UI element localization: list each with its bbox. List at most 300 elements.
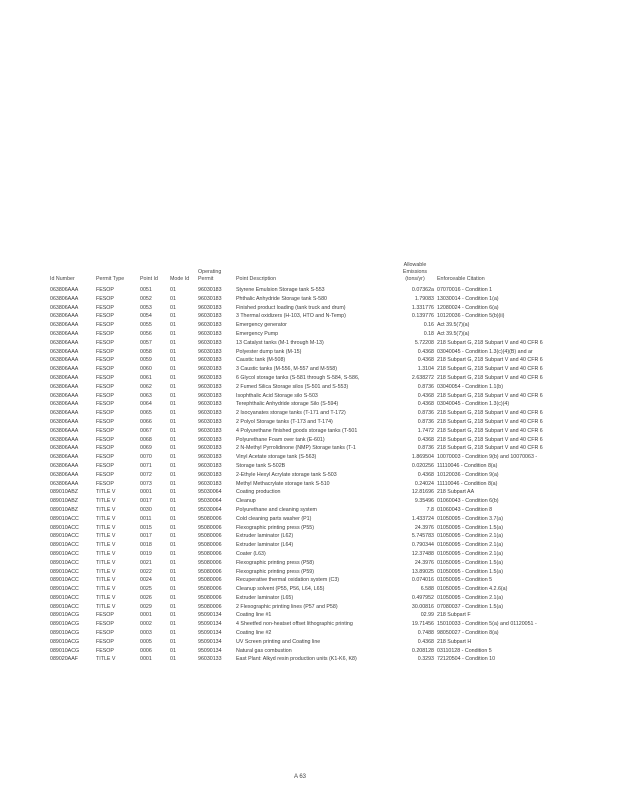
cell-mode-id: 01 <box>170 392 176 399</box>
cell-enforceable-citation: Act 39.5(7)(a) <box>437 322 470 329</box>
cell-enforceable-citation: 01060043 - Condition 6(b) <box>437 498 499 505</box>
cell-allowable-emissions: 1.3104 <box>417 366 434 373</box>
cell-permit-type: FESOP <box>96 330 114 337</box>
cell-point-description: 13 Catalyst tanks (M-1 through M-13) <box>236 339 324 346</box>
table-row <box>49 374 618 383</box>
cell-allowable-emissions: 02.99 <box>420 612 434 619</box>
cell-id-number: 089010ABZ <box>50 498 78 505</box>
cell-point-description: Cleanup solvent (P55, P56, L64, L65) <box>236 586 325 593</box>
cell-point-id: 0030 <box>140 506 152 513</box>
table-row <box>49 603 618 612</box>
table-row <box>49 330 618 339</box>
cell-permit-type: TITLE V <box>96 489 116 496</box>
cell-operating-permit: 96030133 <box>198 656 222 663</box>
cell-point-id: 0069 <box>140 445 152 452</box>
cell-operating-permit: 96030183 <box>198 304 222 311</box>
cell-permit-type: FESOP <box>96 480 114 487</box>
cell-id-number: 063806AAA <box>50 313 79 320</box>
cell-permit-type: FESOP <box>96 647 114 654</box>
cell-point-description: Storage tank S-502B <box>236 462 286 469</box>
cell-enforceable-citation: 01050095 - Condition 5 <box>437 577 493 584</box>
cell-permit-type: FESOP <box>96 348 114 355</box>
cell-id-number: 089010ACC <box>50 568 79 575</box>
cell-id-number: 063806AAA <box>50 418 79 425</box>
cell-allowable-emissions: 0.8736 <box>417 418 434 425</box>
cell-allowable-emissions: 0.16 <box>423 322 434 329</box>
cell-permit-type: FESOP <box>96 287 114 293</box>
table-row <box>49 550 618 559</box>
cell-operating-permit: 96030183 <box>198 471 222 478</box>
cell-operating-permit: 96030183 <box>198 330 222 337</box>
cell-allowable-emissions: 1.869504 <box>411 454 434 461</box>
table-row <box>49 506 618 515</box>
cell-enforceable-citation: 98050027 - Condition 8(a) <box>437 630 499 637</box>
cell-mode-id: 01 <box>170 445 176 452</box>
table-row <box>49 541 618 550</box>
table-row <box>49 418 618 427</box>
cell-point-description: Cold cleaning parts washer (P1) <box>236 515 312 522</box>
cell-id-number: 063806AAA <box>50 401 79 408</box>
cell-permit-type: TITLE V <box>96 498 116 505</box>
cell-id-number: 063806AAA <box>50 339 79 346</box>
cell-point-description: Extruder laminator (L65) <box>236 594 294 601</box>
cell-permit-type: FESOP <box>96 410 114 417</box>
cell-operating-permit: 95080006 <box>198 515 222 522</box>
cell-allowable-emissions: 0.4368 <box>417 638 434 645</box>
table-row <box>49 524 618 533</box>
cell-permit-type: FESOP <box>96 445 114 452</box>
cell-point-id: 0025 <box>140 586 152 593</box>
page-number: A 63 <box>293 774 306 780</box>
cell-point-id: 0068 <box>140 436 152 443</box>
cell-point-description: UV Screen printing and Coating line <box>236 638 321 645</box>
cell-enforceable-citation: 218 Subpart G, 218 Subpart V and 40 CFR 6 <box>437 357 543 364</box>
table-row <box>49 655 618 664</box>
cell-allowable-emissions: 30.00816 <box>411 603 434 610</box>
cell-id-number: 063806AAA <box>50 357 79 364</box>
cell-id-number: 063806AAA <box>50 410 79 417</box>
cell-allowable-emissions: 12.81696 <box>411 489 434 496</box>
cell-enforceable-citation: 218 Subpart G, 218 Subpart V and 40 CFR 6 <box>437 427 543 434</box>
cell-allowable-emissions: 0.208128 <box>411 647 434 654</box>
col-header-enforceable-citation: Enforceable Citation <box>437 276 485 282</box>
col-header-operating-permit: Operating Permit <box>198 269 222 282</box>
cell-id-number: 063806AAA <box>50 330 79 337</box>
cell-operating-permit: 96030183 <box>198 480 222 487</box>
table-row <box>49 647 618 656</box>
cell-enforceable-citation: 03040045 - Condition 1.3(c)(4)(B) and ar <box>437 348 533 355</box>
cell-permit-type: FESOP <box>96 630 114 637</box>
cell-point-description: Polyester dump tank (M-15) <box>236 348 302 355</box>
cell-permit-type: TITLE V <box>96 586 116 593</box>
cell-point-description: Polyurethane Foam over tank (E-601) <box>236 436 325 443</box>
cell-point-id: 0018 <box>140 542 152 549</box>
cell-id-number: 089010ACC <box>50 586 79 593</box>
cell-enforceable-citation: 01060043 - Condition 8 <box>437 506 493 513</box>
cell-point-id: 0059 <box>140 357 152 364</box>
cell-mode-id: 01 <box>170 577 176 584</box>
cell-enforceable-citation: 07080037 - Condition 1.5(a) <box>437 603 503 610</box>
cell-mode-id: 01 <box>170 313 176 320</box>
cell-point-id: 0066 <box>140 418 152 425</box>
table-row <box>49 436 618 445</box>
cell-allowable-emissions: 7.8 <box>426 506 434 513</box>
cell-point-id: 0006 <box>140 647 152 654</box>
cell-enforceable-citation: 218 Subpart G, 218 Subpart V and 40 CFR 6 <box>437 436 543 443</box>
cell-point-id: 0057 <box>140 339 152 346</box>
cell-mode-id: 01 <box>170 621 176 628</box>
cell-id-number: 089010ABZ <box>50 489 78 496</box>
cell-permit-type: FESOP <box>96 295 114 302</box>
cell-enforceable-citation: 15010033 - Condition 5(a) and 01120051 - <box>437 621 537 628</box>
cell-enforceable-citation: 01050095 - Condition 4.2.6(a) <box>437 586 508 593</box>
col-header-point-description: Point Description <box>236 276 277 282</box>
cell-allowable-emissions: 1.79083 <box>414 295 434 302</box>
table-row <box>49 365 618 374</box>
cell-id-number: 063806AAA <box>50 383 79 390</box>
cell-permit-type: TITLE V <box>96 533 116 540</box>
cell-point-description: Vinyl Acetate storage tank (S-563) <box>236 454 317 461</box>
cell-enforceable-citation: 01050095 - Condition 1.5(a) <box>437 524 503 531</box>
cell-mode-id: 01 <box>170 480 176 487</box>
cell-id-number: 089020AAF <box>50 656 78 663</box>
cell-id-number: 063806AAA <box>50 287 79 293</box>
cell-point-id: 0001 <box>140 656 152 663</box>
cell-id-number: 063806AAA <box>50 304 79 311</box>
emissions-table <box>49 262 618 664</box>
cell-permit-type: FESOP <box>96 462 114 469</box>
cell-enforceable-citation: 218 Subpart G, 218 Subpart V and 40 CFR 6 <box>437 410 543 417</box>
cell-permit-type: FESOP <box>96 374 114 381</box>
cell-id-number: 089010ACG <box>50 612 80 619</box>
cell-id-number: 063806AAA <box>50 480 79 487</box>
cell-point-description: Coating production <box>236 489 281 496</box>
cell-point-id: 0060 <box>140 366 152 373</box>
cell-enforceable-citation: 10120036 - Condition 9(a) <box>437 471 499 478</box>
cell-point-id: 0065 <box>140 410 152 417</box>
cell-point-id: 0073 <box>140 480 152 487</box>
cell-mode-id: 01 <box>170 594 176 601</box>
cell-permit-type: FESOP <box>96 313 114 320</box>
table-row <box>49 568 618 577</box>
cell-point-description: Recuperative thermal oxidation system (C3) <box>236 577 340 584</box>
cell-allowable-emissions: 13.89025 <box>411 568 434 575</box>
cell-point-id: 0061 <box>140 374 152 381</box>
cell-id-number: 063806AAA <box>50 471 79 478</box>
table-row <box>49 427 618 436</box>
cell-operating-permit: 96030183 <box>198 383 222 390</box>
cell-allowable-emissions: 1.7472 <box>417 427 434 434</box>
cell-id-number: 063806AAA <box>50 462 79 469</box>
cell-operating-permit: 95080006 <box>198 559 222 566</box>
cell-id-number: 089010ACC <box>50 550 79 557</box>
cell-operating-permit: 96030183 <box>198 392 222 399</box>
cell-operating-permit: 96030183 <box>198 339 222 346</box>
cell-allowable-emissions: 0.3293 <box>417 656 434 663</box>
cell-allowable-emissions: 0.4368 <box>417 357 434 364</box>
cell-operating-permit: 96030183 <box>198 287 222 293</box>
cell-point-description: Caustic tank (M-508) <box>236 357 286 364</box>
cell-allowable-emissions: 0.139776 <box>411 313 434 320</box>
cell-enforceable-citation: 72120504 - Condition 10 <box>437 656 496 663</box>
cell-allowable-emissions: 0.8736 <box>417 445 434 452</box>
cell-permit-type: TITLE V <box>96 506 116 513</box>
cell-mode-id: 01 <box>170 374 176 381</box>
cell-operating-permit: 96030183 <box>198 322 222 329</box>
cell-operating-permit: 96030183 <box>198 313 222 320</box>
cell-point-id: 0070 <box>140 454 152 461</box>
cell-permit-type: TITLE V <box>96 559 116 566</box>
cell-permit-type: FESOP <box>96 471 114 478</box>
cell-permit-type: FESOP <box>96 436 114 443</box>
table-row <box>49 611 618 620</box>
cell-operating-permit: 96030183 <box>198 366 222 373</box>
cell-allowable-emissions: 5.72208 <box>414 339 434 346</box>
cell-allowable-emissions: 0.4368 <box>417 471 434 478</box>
cell-mode-id: 01 <box>170 568 176 575</box>
cell-point-id: 0019 <box>140 550 152 557</box>
table-row <box>49 304 618 313</box>
table-row <box>49 585 618 594</box>
cell-mode-id: 01 <box>170 295 176 302</box>
table-row <box>49 515 618 524</box>
cell-operating-permit: 96030183 <box>198 348 222 355</box>
cell-id-number: 063806AAA <box>50 348 79 355</box>
cell-operating-permit: 96030183 <box>198 462 222 469</box>
cell-point-description: Phthalic Anhydride Storage tank S-580 <box>236 295 327 302</box>
cell-mode-id: 01 <box>170 366 176 373</box>
cell-operating-permit: 95080006 <box>198 603 222 610</box>
cell-enforceable-citation: 01050095 - Condition 2.1(a) <box>437 542 503 549</box>
cell-allowable-emissions: 0.7488 <box>417 630 434 637</box>
cell-permit-type: TITLE V <box>96 594 116 601</box>
cell-operating-permit: 95080006 <box>198 533 222 540</box>
table-row <box>49 409 618 418</box>
cell-id-number: 089010ACC <box>50 542 79 549</box>
table-row <box>49 392 618 401</box>
cell-enforceable-citation: 03110128 - Condition 5 <box>437 647 492 654</box>
cell-operating-permit: 95080006 <box>198 568 222 575</box>
table-row <box>49 383 618 392</box>
table-row <box>49 620 618 629</box>
cell-enforceable-citation: 13030014 - Condition 1(a) <box>437 295 499 302</box>
cell-point-id: 0053 <box>140 304 152 311</box>
cell-allowable-emissions: 24.3976 <box>414 524 434 531</box>
cell-id-number: 063806AAA <box>50 374 79 381</box>
cell-allowable-emissions: 0.074016 <box>411 577 434 584</box>
cell-enforceable-citation: 10120036 - Condition 5(b)(ii) <box>437 313 505 320</box>
cell-permit-type: FESOP <box>96 366 114 373</box>
table-row <box>49 594 618 603</box>
cell-mode-id: 01 <box>170 489 176 496</box>
cell-mode-id: 01 <box>170 436 176 443</box>
cell-allowable-emissions: 1.331776 <box>411 304 434 311</box>
cell-allowable-emissions: 0.18 <box>423 330 434 337</box>
cell-operating-permit: 96030183 <box>198 436 222 443</box>
cell-allowable-emissions: 0.8736 <box>417 410 434 417</box>
cell-permit-type: TITLE V <box>96 515 116 522</box>
cell-permit-type: FESOP <box>96 418 114 425</box>
cell-id-number: 089010ACG <box>50 638 80 645</box>
cell-mode-id: 01 <box>170 330 176 337</box>
cell-enforceable-citation: 218 Subpart G, 218 Subpart V and 40 CFR 6 <box>437 418 543 425</box>
cell-point-description: Emergency Pump <box>236 330 279 337</box>
cell-point-description: 2-Ethyle Hexyl Acrylate storage tank S-503 <box>236 471 337 478</box>
cell-enforceable-citation: 11110046 - Condition 8(a) <box>437 480 498 487</box>
cell-operating-permit: 96030183 <box>198 295 222 302</box>
cell-id-number: 063806AAA <box>50 427 79 434</box>
cell-point-description: East Plant: Alkyd resin production units (K1-K6, K8) <box>236 656 357 663</box>
cell-point-id: 0064 <box>140 401 152 408</box>
cell-enforceable-citation: 07070016 - Condition 1 <box>437 287 493 293</box>
cell-id-number: 063806AAA <box>50 454 79 461</box>
cell-point-description: 2 Polyol Storage tanks (T-173 and T-174) <box>236 418 333 425</box>
table-row <box>49 462 618 471</box>
cell-permit-type: TITLE V <box>96 577 116 584</box>
table-row <box>49 576 618 585</box>
cell-point-id: 0026 <box>140 594 152 601</box>
cell-point-id: 0005 <box>140 638 152 645</box>
cell-point-description: Cleanup <box>236 498 256 505</box>
cell-mode-id: 01 <box>170 410 176 417</box>
table-row <box>49 532 618 541</box>
cell-point-description: 3 Caustic tanks (M-556, M-557 and M-558) <box>236 366 337 373</box>
cell-operating-permit: 96030183 <box>198 418 222 425</box>
cell-enforceable-citation: 01050095 - Condition 3.7(a) <box>437 515 503 522</box>
cell-enforceable-citation: 218 Subpart H <box>437 638 472 645</box>
cell-allowable-emissions: 0.020256 <box>411 462 434 469</box>
cell-enforceable-citation: 218 Subpart F <box>437 612 471 619</box>
col-header-allowable-emissions: Allowable Emissions (tons/yr) <box>402 262 428 282</box>
cell-point-id: 0003 <box>140 630 152 637</box>
table-row <box>49 453 618 462</box>
cell-enforceable-citation: 01050095 - Condition 2.1(a) <box>437 550 503 557</box>
cell-point-description: 4 Sheetfed non-heatset offset lithographic printing <box>236 621 353 628</box>
cell-point-id: 0001 <box>140 612 152 619</box>
cell-point-description: 2 Flexographic printing lines (P57 and P58) <box>236 603 338 610</box>
cell-mode-id: 01 <box>170 401 176 408</box>
cell-point-id: 0058 <box>140 348 152 355</box>
cell-mode-id: 01 <box>170 304 176 311</box>
cell-mode-id: 01 <box>170 656 176 663</box>
cell-permit-type: FESOP <box>96 383 114 390</box>
cell-point-id: 0063 <box>140 392 152 399</box>
cell-point-id: 0002 <box>140 621 152 628</box>
cell-point-description: 4 Polyurethane finished goods storage tanks (T-501 <box>236 427 358 434</box>
cell-point-id: 0024 <box>140 577 152 584</box>
cell-enforceable-citation: 218 Subpart G, 218 Subpart V and 40 CFR 6 <box>437 445 543 452</box>
cell-mode-id: 01 <box>170 348 176 355</box>
cell-permit-type: TITLE V <box>96 603 116 610</box>
cell-point-id: 0056 <box>140 330 152 337</box>
cell-operating-permit: 95090134 <box>198 630 222 637</box>
cell-id-number: 089010ACC <box>50 577 79 584</box>
cell-allowable-emissions: 0.24024 <box>414 480 434 487</box>
cell-enforceable-citation: 01050095 - Condition 2.1(a) <box>437 594 503 601</box>
cell-point-description: 6 Glycol storage tanks (S-581 through S-584, S-586, <box>236 374 360 381</box>
cell-point-id: 0071 <box>140 462 152 469</box>
cell-id-number: 089010ACG <box>50 647 80 654</box>
cell-permit-type: FESOP <box>96 454 114 461</box>
cell-operating-permit: 95080006 <box>198 550 222 557</box>
cell-enforceable-citation: 218 Subpart G, 218 Subpart V and 40 CFR 6 <box>437 366 543 373</box>
cell-id-number: 089010ACC <box>50 594 79 601</box>
table-row <box>49 400 618 409</box>
cell-enforceable-citation: 01050095 - Condition 2.1(a) <box>437 533 503 540</box>
cell-allowable-emissions: 2.638272 <box>411 374 434 381</box>
table-row <box>49 312 618 321</box>
cell-allowable-emissions: 0.8736 <box>417 383 434 390</box>
table-row <box>49 286 618 295</box>
cell-id-number: 089010ACC <box>50 524 79 531</box>
cell-operating-permit: 95030064 <box>198 489 222 496</box>
cell-mode-id: 01 <box>170 515 176 522</box>
cell-enforceable-citation: 01050095 - Condition 1.5(a) <box>437 568 503 575</box>
table-row <box>49 321 618 330</box>
cell-allowable-emissions: 0.497952 <box>411 594 434 601</box>
cell-point-description: Natural gas combustion <box>236 647 292 654</box>
cell-permit-type: TITLE V <box>96 550 116 557</box>
cell-permit-type: FESOP <box>96 392 114 399</box>
table-row <box>49 488 618 497</box>
cell-id-number: 089010ACC <box>50 603 79 610</box>
cell-mode-id: 01 <box>170 418 176 425</box>
emissions-table-wrap <box>49 262 618 762</box>
cell-point-description: Finished product loading (tank truck and drum) <box>236 304 346 311</box>
cell-operating-permit: 95090134 <box>198 621 222 628</box>
table-row <box>49 444 618 453</box>
cell-operating-permit: 95090134 <box>198 638 222 645</box>
cell-operating-permit: 95080006 <box>198 594 222 601</box>
table-row <box>49 559 618 568</box>
cell-mode-id: 01 <box>170 586 176 593</box>
cell-point-description: 2 N-Methyl Pyrrolidinone (NMP) Storage tanks (T-1 <box>236 445 356 452</box>
cell-mode-id: 01 <box>170 550 176 557</box>
cell-permit-type: FESOP <box>96 638 114 645</box>
cell-permit-type: FESOP <box>96 621 114 628</box>
cell-mode-id: 01 <box>170 559 176 566</box>
col-header-permit-type: Permit Type <box>96 276 125 282</box>
cell-mode-id: 01 <box>170 322 176 329</box>
cell-point-id: 0029 <box>140 603 152 610</box>
cell-allowable-emissions: 1.433724 <box>411 515 434 522</box>
cell-point-description: Extruder laminator (L62) <box>236 533 294 540</box>
cell-id-number: 063806AAA <box>50 445 79 452</box>
cell-point-description: Flexographic printing press (P59) <box>236 568 315 575</box>
cell-permit-type: TITLE V <box>96 542 116 549</box>
cell-point-description: Flexographic printing press (P58) <box>236 559 315 566</box>
cell-point-description: Extruder laminator (L64) <box>236 542 294 549</box>
cell-allowable-emissions: 0.4368 <box>417 401 434 408</box>
cell-point-description: Polyurethane and cleaning system <box>236 506 317 513</box>
cell-point-description: Terephthalic Anhydride storage Silo (S-594) <box>236 401 339 408</box>
cell-mode-id: 01 <box>170 638 176 645</box>
cell-id-number: 063806AAA <box>50 295 79 302</box>
cell-enforceable-citation: 218 Subpart AA <box>437 489 475 496</box>
cell-point-description: 3 Thermal oxidizers (H-103, HTO and N-Temp) <box>236 313 346 320</box>
cell-permit-type: FESOP <box>96 339 114 346</box>
cell-point-id: 0001 <box>140 489 152 496</box>
col-header-mode-id: Mode Id <box>170 276 190 282</box>
cell-mode-id: 01 <box>170 630 176 637</box>
cell-point-id: 0062 <box>140 383 152 390</box>
cell-allowable-emissions: 5.745783 <box>411 533 434 540</box>
cell-permit-type: TITLE V <box>96 656 116 663</box>
cell-enforceable-citation: 11110046 - Condition 8(a) <box>437 462 498 469</box>
cell-mode-id: 01 <box>170 612 176 619</box>
col-header-point-id: Point Id <box>140 276 158 282</box>
cell-mode-id: 01 <box>170 357 176 364</box>
